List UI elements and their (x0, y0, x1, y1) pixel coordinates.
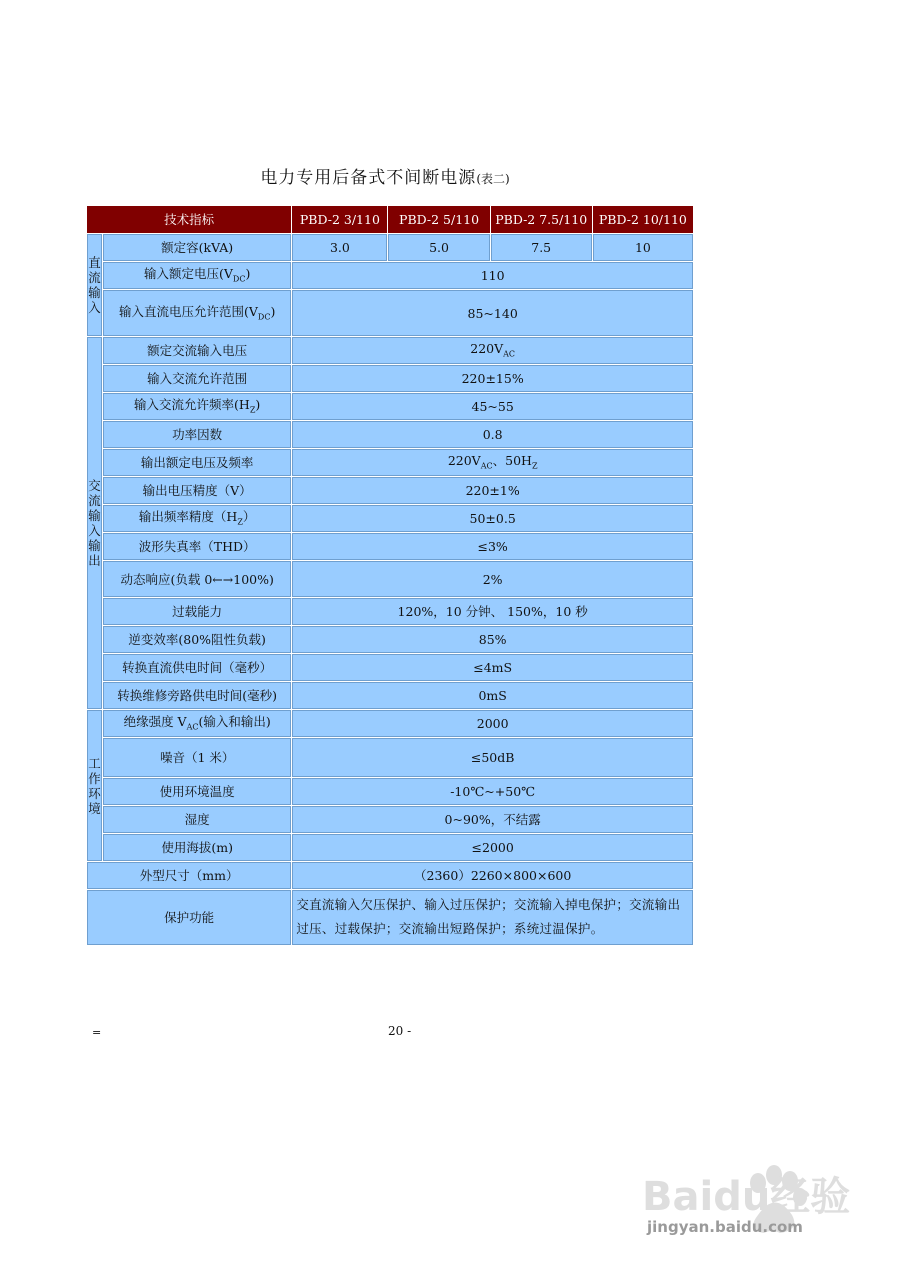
cell-value-protection: 交直流输入欠压保护、输入过压保护；交流输入掉电保护；交流输出过压、过载保护；交流输出短路保护；系统过温保护。 (292, 890, 693, 945)
table-row (87, 890, 693, 945)
page-number: 20 - (388, 1024, 412, 1038)
watermark-brand: Baidu经验 (642, 1174, 851, 1220)
watermark-url: jingyan.baidu.com (647, 1218, 803, 1236)
row-label: 使用海拔(m) (103, 834, 291, 861)
table-row (87, 393, 693, 420)
cell-value: $220V_{AC}$、$50H_Z$ (292, 449, 693, 476)
cell-value: 220±1% (292, 477, 693, 504)
cell-value: 0~90%，不结露 (292, 806, 693, 833)
row-label: 过载能力 (103, 598, 291, 625)
cell-value: 5.0 (388, 234, 489, 261)
row-label: 输入额定电压$(V_{DC})$ (103, 262, 291, 289)
row-label: 绝缘强度 $V_{AC}$(输入和输出) (103, 710, 291, 737)
row-label: 噪音（1 米） (103, 738, 291, 777)
row-label: 额定交流输入电压 (103, 337, 291, 364)
row-label: 输入交流允许频率$(H_Z)$ (103, 393, 291, 420)
row-label: 输出额定电压及频率 (103, 449, 291, 476)
table-row (87, 505, 693, 532)
table-row (87, 533, 693, 560)
table-row (87, 654, 693, 681)
footer-mark: = (92, 1026, 102, 1039)
cell-value: 2000 (292, 710, 693, 737)
row-label: 动态响应(负载 0←→100%) (103, 561, 291, 597)
table-header-row (87, 206, 693, 233)
row-label: 保护功能 (87, 890, 291, 945)
cell-value: （2360）2260×800×600 (292, 862, 693, 889)
cell-value: 7.5 (491, 234, 592, 261)
table-row (87, 449, 693, 476)
table-row (87, 862, 693, 889)
row-label: 功率因数 (103, 421, 291, 448)
cell-value: 10 (593, 234, 693, 261)
cell-value: 120%，10 分钟、 150%，10 秒 (292, 598, 693, 625)
cell-value: $220V_{AC}$ (292, 337, 693, 364)
table-row (87, 682, 693, 709)
table-row (87, 561, 693, 597)
row-label: 额定容(kVA) (103, 234, 291, 261)
cell-value: 45~55 (292, 393, 693, 420)
cell-value: 3.0 (292, 234, 387, 261)
table-row (87, 710, 693, 737)
row-label: 外型尺寸（mm） (87, 862, 291, 889)
spec-table (86, 205, 694, 946)
table-row (87, 290, 693, 336)
cell-value: 0.8 (292, 421, 693, 448)
title-suffix: (表二) (476, 172, 510, 186)
cell-value: ≤3% (292, 533, 693, 560)
row-label: 转换维修旁路供电时间(毫秒) (103, 682, 291, 709)
row-label: 逆变效率(80%阻性负载) (103, 626, 291, 653)
table-row (87, 337, 693, 364)
cell-value: 50±0.5 (292, 505, 693, 532)
title-text: 电力专用后备式不间断电源 (260, 168, 477, 188)
table-row (87, 626, 693, 653)
header-model-7-5: PBD-2 7.5/110 (491, 206, 592, 233)
row-label: 输入直流电压允许范围$(V_{DC})$ (103, 290, 291, 336)
header-spec: 技术指标 (87, 206, 291, 233)
cell-value: ≤4mS (292, 654, 693, 681)
header-model-5: PBD-2 5/110 (388, 206, 489, 233)
table-row (87, 234, 693, 261)
header-model-10: PBD-2 10/110 (593, 206, 693, 233)
row-label: 波形失真率（THD） (103, 533, 291, 560)
row-label: 湿度 (103, 806, 291, 833)
table-row (87, 598, 693, 625)
table-row (87, 778, 693, 805)
table-row (87, 477, 693, 504)
baidu-watermark-logo (640, 1145, 860, 1255)
row-label: 使用环境温度 (103, 778, 291, 805)
cell-value: 2% (292, 561, 693, 597)
cell-value: 220±15% (292, 365, 693, 392)
row-label: 输入交流允许范围 (103, 365, 291, 392)
cell-value: 0mS (292, 682, 693, 709)
cell-value: -10℃~+50℃ (292, 778, 693, 805)
table-row (87, 834, 693, 861)
table-row (87, 262, 693, 289)
row-label: 输出频率精度$(H_Z)$ (103, 505, 291, 532)
cell-value: 110 (292, 262, 693, 289)
cell-value: ≤2000 (292, 834, 693, 861)
table-row (87, 806, 693, 833)
table-row (87, 738, 693, 777)
row-label: 输出电压精度（V） (103, 477, 291, 504)
cell-value: 85% (292, 626, 693, 653)
header-model-3: PBD-2 3/110 (292, 206, 387, 233)
cell-value: ≤50dB (292, 738, 693, 777)
group-ac-io: 交流输入输出 (87, 337, 102, 709)
group-dc-input: 直流输入 (87, 234, 102, 336)
cell-value: 85~140 (292, 290, 693, 336)
table-row (87, 421, 693, 448)
table-row (87, 365, 693, 392)
page-title (0, 163, 770, 188)
row-label: 转换直流供电时间（毫秒） (103, 654, 291, 681)
group-env: 工作环境 (87, 710, 102, 861)
